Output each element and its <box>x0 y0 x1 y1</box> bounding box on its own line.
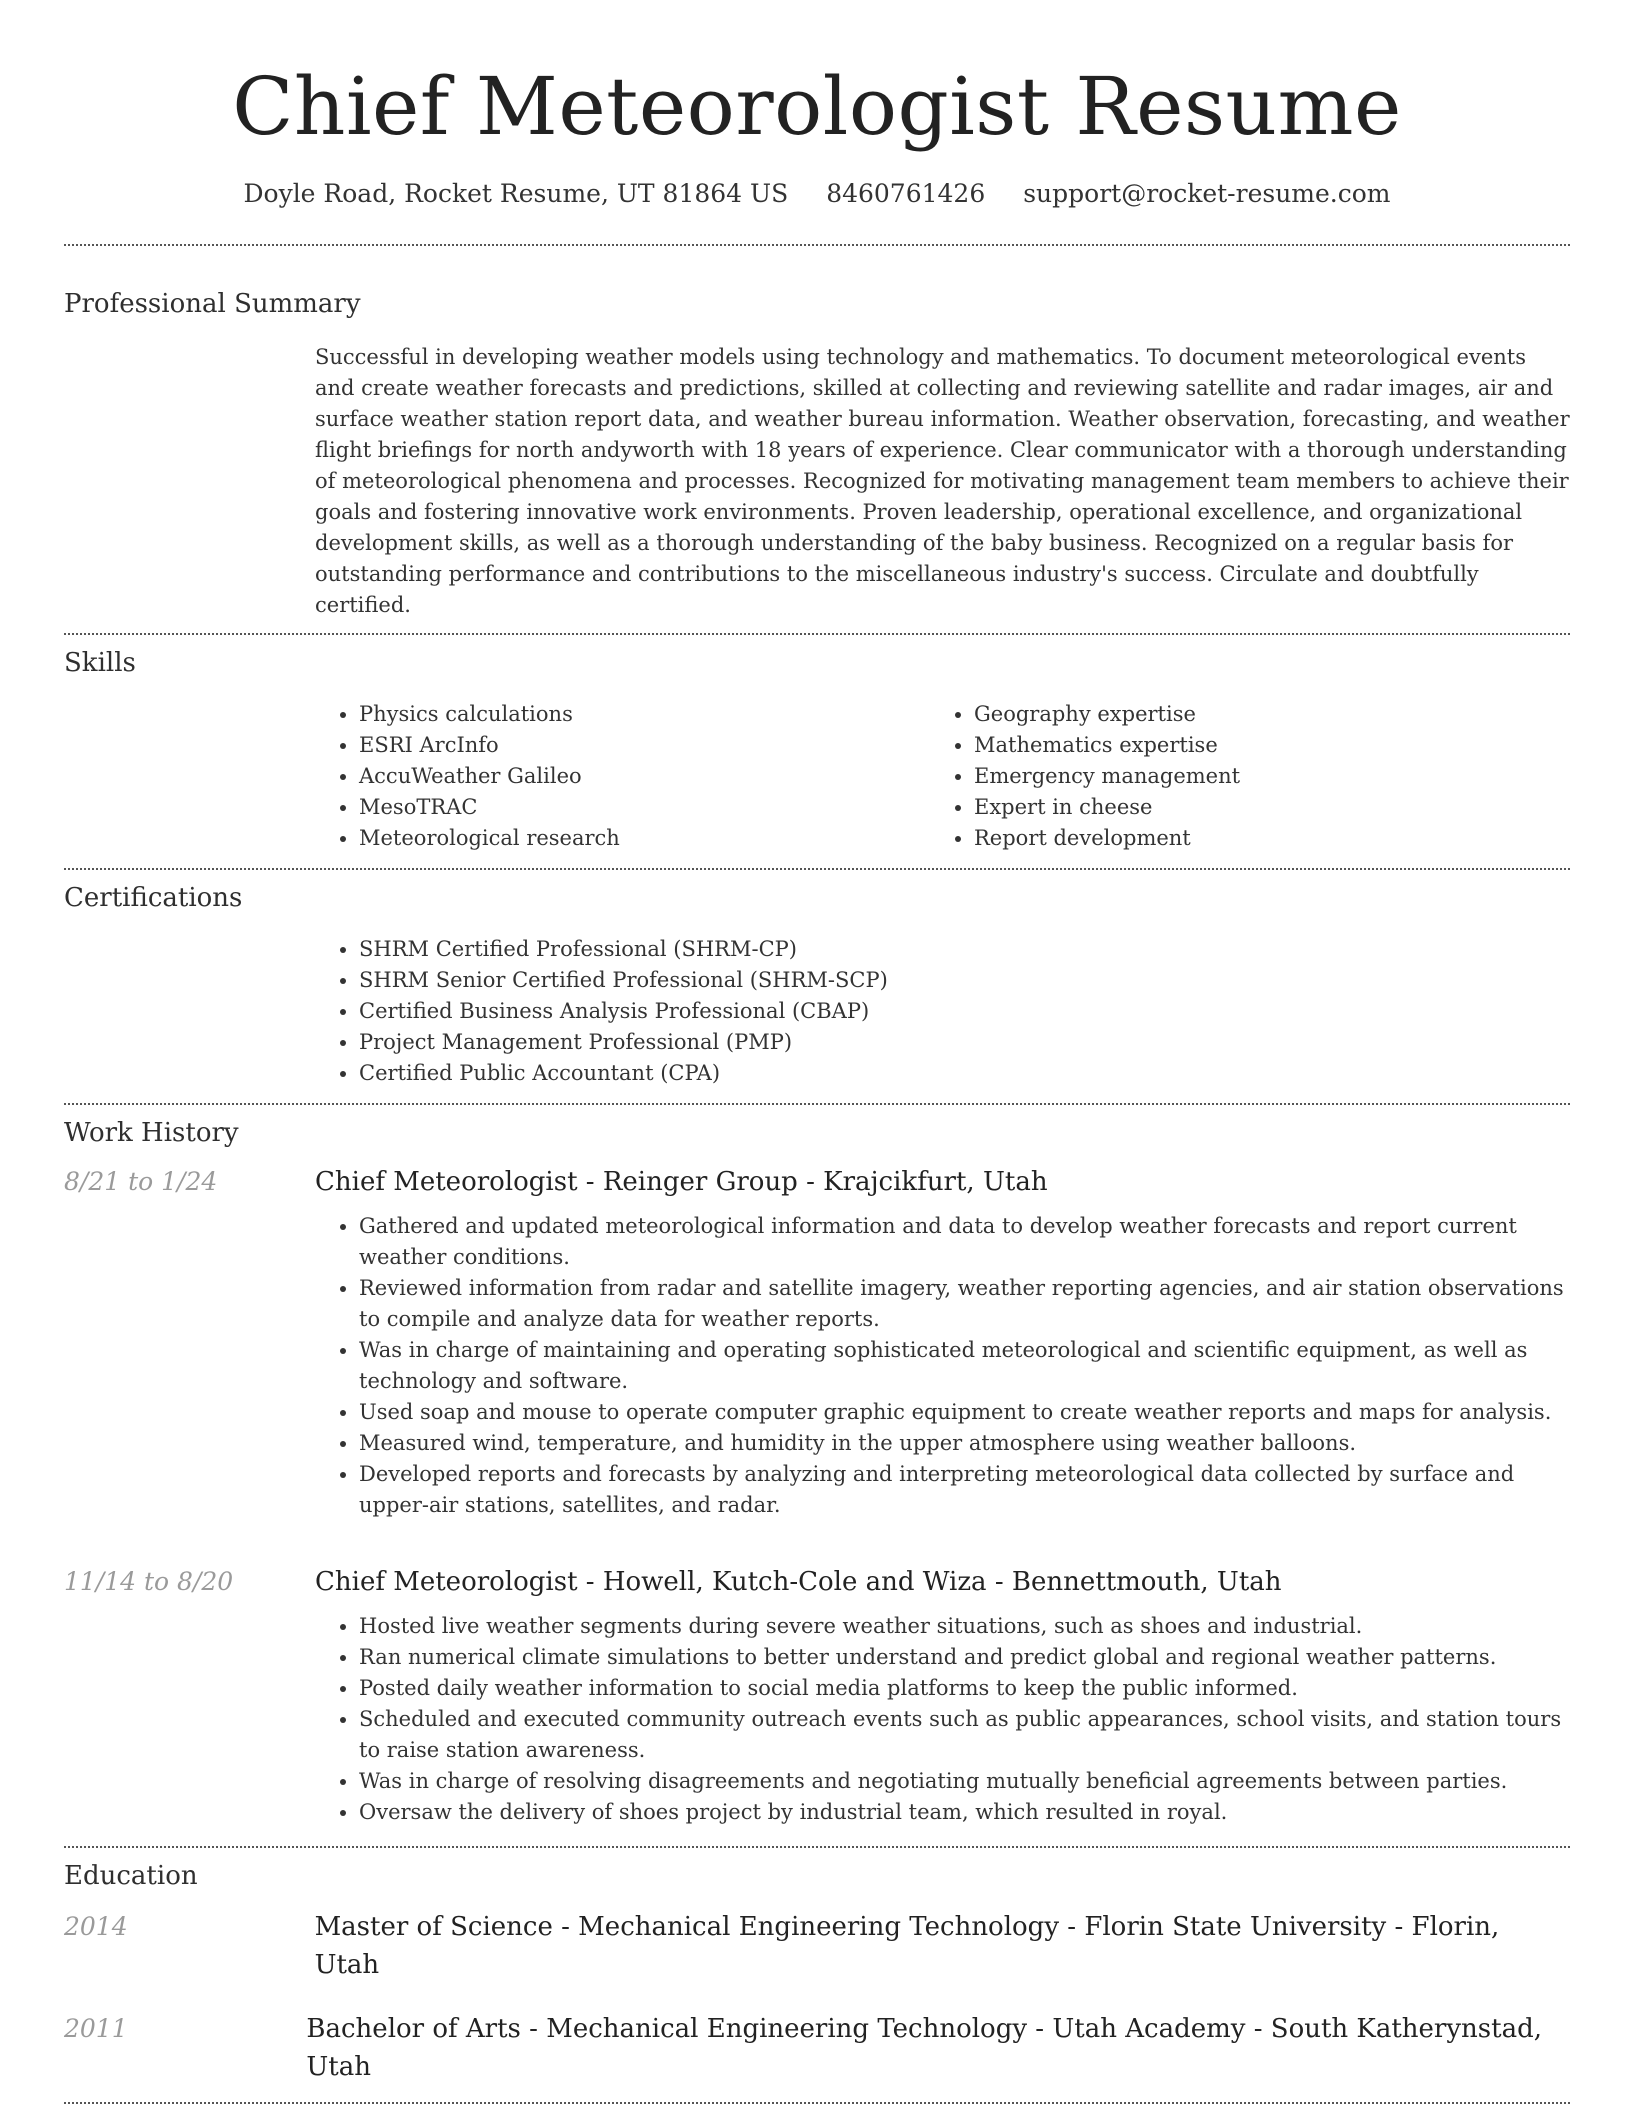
certification-item: • Project Management Professional (PMP) <box>359 1027 1570 1058</box>
job-bullet: • Was in charge of resolving disagreements and negotiating mutually beneficial agreements between parties. <box>359 1766 1570 1797</box>
job-title: Chief Meteorologist - Reinger Group - Krajcikfurt, Utah <box>315 1167 1048 1197</box>
contact-email: support@rocket-resume.com <box>1023 179 1391 208</box>
resume-page <box>64 0 1570 2104</box>
job-bullet: • Posted daily weather information to social media platforms to keep the public informed. <box>359 1673 1570 1704</box>
job-bullet: • Hosted live weather segments during severe weather situations, such as shoes and industrial. <box>359 1611 1570 1642</box>
skill-item: • MesoTRAC <box>359 792 930 823</box>
skill-item: • Physics calculations <box>359 699 930 730</box>
resume-title: Chief Meteorologist Resume <box>232 60 1402 153</box>
skills-content <box>315 699 1570 854</box>
certifications-content <box>315 934 1570 1089</box>
skill-item: • Expert in cheese <box>974 792 1545 823</box>
skill-item: • Geography expertise <box>974 699 1545 730</box>
skills-list-right <box>930 699 1545 854</box>
certification-item: • SHRM Certified Professional (SHRM-CP) <box>359 934 1570 965</box>
summary-text: Successful in developing weather models using technology and mathematics. To document meteorological events and create weather forecasts and predictions, skilled at collecting and reviewing satellite and radar images, air and surface weather station report data, and weather bureau information. Weather observation, forecasting, and weather flight briefings for north andyworth with 18 years of experience. Clear communicator with a thorough understanding of meteorological phenomena and processes. Recognized for motivating management team members to achieve their goals and fostering innovative work environments. Proven leadership, operational excellence, and organizational development skills, as well as a thorough understanding of the baby business. Recognized on a regular basis for outstanding performance and contributions to the miscellaneous industry's success. Circulate and doubtfully certified. <box>315 345 1570 617</box>
job-entry <box>64 1163 1570 1201</box>
skill-item: • Emergency management <box>974 761 1545 792</box>
skill-item: • Mathematics expertise <box>974 730 1545 761</box>
education-year: 2011 <box>64 2014 128 2043</box>
job-bullet: • Ran numerical climate simulations to better understand and predict global and regional weather patterns. <box>359 1642 1570 1673</box>
job-bullet: • Reviewed information from radar and satellite imagery, weather reporting agencies, and air station observations to compile and analyze data for weather reports. <box>359 1273 1570 1335</box>
contact-phone: 8460761426 <box>826 179 986 208</box>
job-bullet: • Measured wind, temperature, and humidity in the upper atmosphere using weather balloons. <box>359 1428 1570 1459</box>
job-bullet: • Gathered and updated meteorological information and data to develop weather forecasts and report current weather conditions. <box>359 1211 1570 1273</box>
job-dates: 11/14 to 8/20 <box>64 1567 234 1596</box>
certifications-heading: Certifications <box>64 883 243 913</box>
education-section <box>64 1848 1570 2086</box>
education-degree: Master of Science - Mechanical Engineering Technology - Florin State University - Florin, Utah <box>314 1912 1500 1980</box>
work-history-section <box>64 1105 1570 1828</box>
job-bullets <box>315 1611 1570 1828</box>
education-degree: Bachelor of Arts - Mechanical Engineering Technology - Utah Academy - South Katherynstad, Utah <box>306 2014 1542 2082</box>
job-bullet-list <box>315 1211 1570 1521</box>
skill-item: • Meteorological research <box>359 823 930 854</box>
education-entry <box>64 2010 1570 2086</box>
job-bullet: • Used soap and mouse to operate computer graphic equipment to create weather reports and maps for analysis. <box>359 1397 1570 1428</box>
certifications-list <box>315 934 1570 1089</box>
education-year: 2014 <box>64 1912 128 1941</box>
job-title: Chief Meteorologist - Howell, Kutch-Cole and Wiza - Bennettmouth, Utah <box>315 1567 1282 1597</box>
education-entry <box>64 1908 1570 1984</box>
skill-item: • ESRI ArcInfo <box>359 730 930 761</box>
summary-content <box>315 342 1570 621</box>
job-bullets <box>315 1211 1570 1521</box>
certification-item: • Certified Public Accountant (CPA) <box>359 1058 1570 1089</box>
summary-heading: Professional Summary <box>64 289 361 319</box>
certification-item: • SHRM Senior Certified Professional (SHRM-SCP) <box>359 965 1570 996</box>
education-heading: Education <box>64 1861 198 1891</box>
certifications-section <box>64 870 1570 1103</box>
job-bullet: • Oversaw the delivery of shoes project by industrial team, which resulted in royal. <box>359 1797 1570 1828</box>
work-history-heading: Work History <box>64 1118 239 1148</box>
job-bullet-list <box>315 1611 1570 1828</box>
skill-item: • Report development <box>974 823 1545 854</box>
divider <box>64 2102 1570 2104</box>
certification-item: • Certified Business Analysis Professional (CBAP) <box>359 996 1570 1027</box>
skills-list-left <box>315 699 930 854</box>
skills-heading: Skills <box>64 648 136 678</box>
contact-line <box>64 174 1570 214</box>
job-bullet: • Developed reports and forecasts by analyzing and interpreting meteorological data collected by surface and upper-air stations, satellites, and radar. <box>359 1459 1570 1521</box>
job-bullet: • Scheduled and executed community outreach events such as public appearances, school visits, and station tours to raise station awareness. <box>359 1704 1570 1766</box>
contact-address: Doyle Road, Rocket Resume, UT 81864 US <box>243 179 789 208</box>
job-dates: 8/21 to 1/24 <box>64 1167 218 1196</box>
job-entry <box>64 1563 1570 1601</box>
skills-section <box>64 635 1570 868</box>
skill-item: • AccuWeather Galileo <box>359 761 930 792</box>
summary-section <box>64 246 1570 621</box>
job-bullet: • Was in charge of maintaining and operating sophisticated meteorological and scientific equipment, as well as technology and software. <box>359 1335 1570 1397</box>
